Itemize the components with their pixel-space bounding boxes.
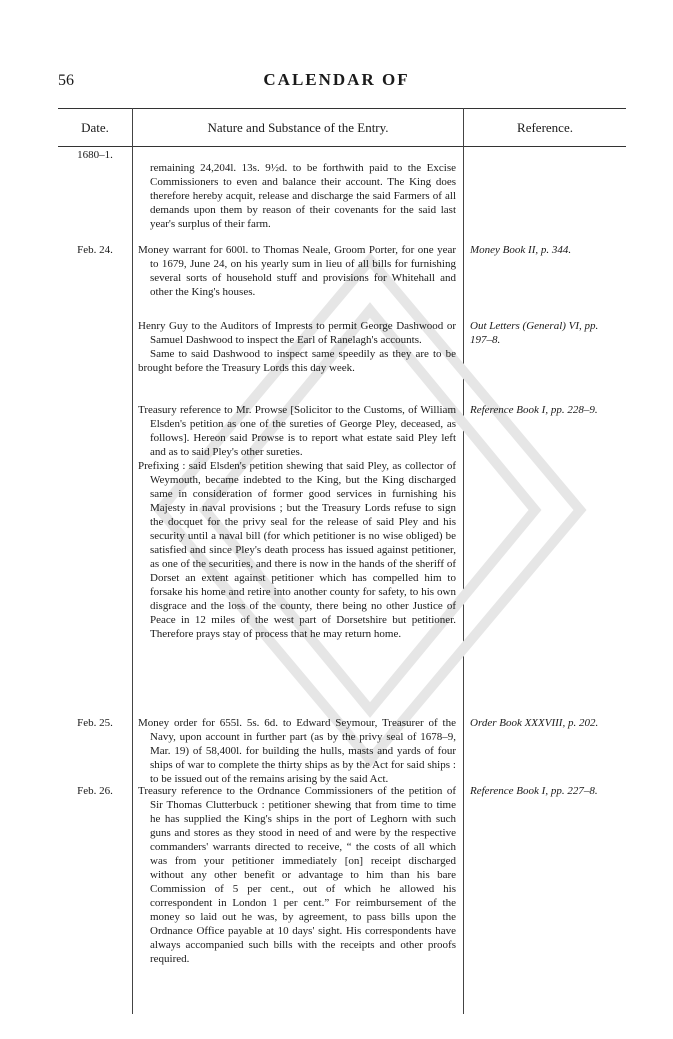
entry-reference: Out Letters (General) VI, pp. 197–8.	[470, 320, 599, 346]
entry-paragraph: Money order for 655l. 5s. 6d. to Edward Seymour, Treasurer of the Navy, upon account in further part (as by the privy seal of 1678–9, Mar. 19) of 58,400l. for building the hulls, masts and yards of four ships of war to complete the thirty ships as by the Act for said ships : to be issued out of the remains arising by the said Act.	[138, 717, 456, 785]
entry-paragraph: Treasury reference to the Ordnance Commissioners of the petition of Sir Thomas Clutterbuck : petitioner shewing that from time to time he has supplied the King's ships in the port of Leghorn with such guns and stores as they stood in need of and were by the respective commanders' warrants directed to receive, “ the costs of all which was from your petitioner immediately [on] receipt discharged without any other benefit or advantage to him than his bare Commission of 5 per cent., out of which he allowed his correspondent in London 1 per cent.” For reimbursement of the money so laid out he was, by agreement, to pass bills upon the Ordnance Office payable at 10 days' sight. His correspondents have always accompanied such bills with the receipts and other proofs required.	[138, 785, 456, 965]
entry-paragraph: Same to said Dashwood to inspect same speedily as they are to be brought before the Treasury Lords this day week.	[138, 348, 456, 374]
column-header-date: Date.	[81, 120, 109, 135]
entry-paragraph: Henry Guy to the Auditors of Imprests to permit George Dashwood or Samuel Dashwood to inspect the Earl of Ranelagh's accounts.	[138, 320, 456, 346]
header-top-rule	[58, 108, 626, 109]
entry-text	[138, 784, 456, 966]
entry-paragraph: Money warrant for 600l. to Thomas Neale, Groom Porter, for one year to 1679, June 24, on his yearly sum in lieu of all bills for furnishing several sorts of household stuff and provisions for Whitehall and other the King's houses.	[138, 244, 456, 298]
entry-reference: Order Book XXXVIII, p. 202.	[470, 717, 599, 729]
entry-text	[138, 716, 456, 786]
entry-date: Feb. 25.	[77, 717, 113, 729]
entry-text	[138, 243, 456, 299]
column-divider-right	[463, 108, 464, 1014]
column-header-reference: Reference.	[517, 120, 573, 135]
entry-paragraph: Prefixing : said Elsden's petition shewing that said Pley, as collector of Weymouth, became indebted to the King, but the King discharged same in consideration of former good services in furnishing his Majesty in naval provisions ; but the Treasury Lords refuse to sign the docquet for the privy seal for the release of said Pley and his security until a naval bill (for which petitioner is no wise obliged) be satisfied and since Pley's death process has issued against petitioner, as one of the securities, and there is now in the hands of the sheriff of Dorset an extent against petitioner which has compelled him to forsake his home and retire into another county for safety, to his own disgrace and the loss of the county, there being no other Justice of Peace in 12 miles of the west part of Dorsetshire but petitioner. Therefore prays stay of process that he may return home.	[138, 460, 456, 640]
page-number: 56	[58, 72, 74, 89]
entry-text	[138, 403, 456, 641]
entry-date: Feb. 26.	[77, 785, 113, 797]
entry-reference: Reference Book I, pp. 228–9.	[470, 404, 598, 416]
entry-paragraph: Treasury reference to Mr. Prowse [Solicitor to the Customs, of William Elsden's petition as one of the sureties of George Pley, deceased, as follows]. Hereon said Prowse is to report what estate said Pley left and as to said Pley's other sureties.	[138, 404, 456, 458]
year-marker: 1680–1.	[77, 149, 113, 161]
header-bottom-rule	[58, 146, 626, 147]
column-divider-left	[132, 108, 133, 1014]
entry-text	[138, 319, 456, 375]
entry-reference: Money Book II, p. 344.	[470, 244, 572, 256]
entry-paragraph: remaining 24,204l. 13s. 9½d. to be forthwith paid to the Excise Commissioners to even and balance their account. The King does therefore hereby acquit, release and discharge the said Farmers of all demands upon them by reason of their covenants for the said last year's surplus of their farm.	[150, 162, 456, 230]
column-header-nature: Nature and Substance of the Entry.	[207, 120, 389, 135]
entry-text	[138, 161, 456, 231]
entry-reference: Reference Book I, pp. 227–8.	[470, 785, 598, 797]
page-title: CALENDAR OF	[263, 70, 410, 89]
entry-date: Feb. 24.	[77, 244, 113, 256]
